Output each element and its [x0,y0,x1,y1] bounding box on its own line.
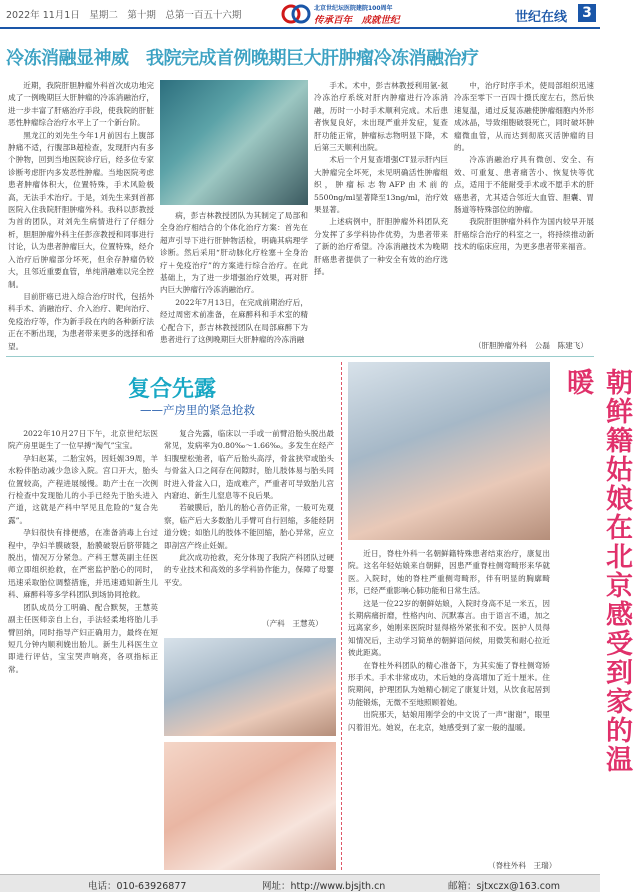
footer-email[interactable]: 邮箱：sjtxczx@163.com [448,881,561,892]
centennial-tag: 北京世纪坛医院建院100周年 [314,5,393,12]
footer-website[interactable]: 网址：http://www.bjsjth.cn [262,881,386,892]
baby-feet-photo [164,742,336,870]
paragraph: 出院那天，姑娘用刚学会的中文说了一声“谢谢”，眼里闪着泪光。她说，在北京，她感受到了家一般的温暖。 [348,710,550,732]
paragraph: 近日，脊柱外科一名朝鲜籍特殊患者结束治疗，康复出院。这名年轻姑娘来自朝鲜，因患严重脊柱侧弯畸形来华就医。入院时，她的脊柱严重侧弯畸形，伴有明显的胸廓畸形，已经严重影响心肺功能和日常生活。 [348,549,550,596]
paragraph: 冷冻消融治疗具有微创、安全、有效、可重复、患者痛苦小、恢复快等优点，适用于不能耐受手术或不愿手术的肝癌患者，尤其适合邻近大血管、胆囊、胃肠道等特殊部位的肿瘤。 [454,155,594,215]
article2-column-2 [164,428,334,614]
newborn-hand-photo [164,638,336,736]
issue-date-line: 2022年 11月1日 星期二 第十期 总第一百五十六期 [6,10,242,21]
article2-column-1 [8,428,158,868]
article3-column-1 [348,548,550,860]
paragraph: 复合先露，临床以一手或一前臂沿胎头脱出最常见，发病率为0.80‰～1.66‰。多发生在经产妇腹壁松弛者，临产后胎头高浮，骨盆狭窄或胎头与骨盆入口之间存在间隙时，胎儿肢体易与胎头同时进入骨盆入口，造成难产，严重者可导致胎儿宫内窘迫、新生儿窒息等不良后果。 [164,429,334,501]
column-divider [341,362,342,870]
paragraph: 若破膜后，胎儿的胎心音仍正常，一般可先观察，临产后大多数胎儿手臂可自行回缩，多能经阴道分娩；如胎儿的肢体不能回缩，胎心异常，应立即剖宫产终止妊娠。 [164,503,334,550]
paragraph: 孕妇赵某，二胎宝妈，因妊娠39周，羊水粉伴胎动减少急诊入院。宫口开大，胎头位置较高，产程进展缓慢。助产士在一次例行检查中发现胎儿的小手已经先于胎头进入产道，这就是产科中罕见且危险的“复合先露”。 [8,453,158,525]
paragraph: 黑龙江的刘先生今年1月前因右上腹部肿痛不适，行腹部B超检查，发现肝内有多个肿物，回到当地医院诊疗后，经多位专家诊断考虑肝内多发恶性肿瘤。当地医院考虑患者肿瘤体积大，位置特殊，手术风险极高，无法手术治疗。于是，刘先生来到首都医院入住我院肝胆肿瘤外科。我科以彭教授为首的团队，对刘先生病情进行了仔细分析，胆胆肿瘤外科主任彭彦教授和同事进行讨论，认为患者肿瘤巨大，位置特殊，经介入治疗后肿瘤部分坏死，但余存肿瘤仍较大，且邻近重要血管，单纯消融难以完全控制。 [8,130,154,289]
paragraph: 我院肝胆肿瘤外科作为国内较早开展肝癌综合治疗的科室之一，将持续推动新技术的临床应用，为更多患者带来福音。 [454,217,594,252]
page-number: 3 [578,4,596,22]
article1-column-1 [8,80,154,352]
paragraph: 在脊柱外科团队的精心准备下，为其实施了脊柱侧弯矫形手术。手术非常成功，术后她的身高增加了近十厘米。住院期间，护理团队为她精心制定了康复计划，从饮食起居到功能锻炼，无微不至地照顾着她。 [348,660,550,707]
section-name: 世纪在线 [515,10,568,25]
paragraph: 孕妇很快有排便感，在准备消毒上台过程中，孕妇羊膜破裂，胎膜破裂后脐带随之脱出，情况万分紧急。产科王慧英副主任医师立即组织抢救，在严密监护胎心的同时，迅速采取胎位调整措施，并迅速通知新生儿科、麻醉科等多学科团队到场协同抢救。 [8,528,158,600]
patient-photo [348,362,550,540]
paragraph: 目前肝癌已进入综合治疗时代，包括外科手术、消融治疗、介入治疗、靶向治疗、免疫治疗等，作为新手段在内的各种新疗法正在不断出现，为患者带来更多的选择和希望。 [8,291,154,351]
paragraph: 此次成功抢救，充分体现了我院产科团队过硬的专业技术和高效的多学科协作能力，保障了母婴平安。 [164,553,334,587]
surgery-photo [160,80,308,205]
paragraph: 近期，我院肝胆肿瘤外科首次成功地完成了一例晚期巨大肝肿瘤的冷冻消融治疗，进一步丰富了肝癌治疗手段，使我院的肝脏恶性肿瘤综合治疗水平上了一个新台阶。 [8,81,154,128]
paragraph: 手术。术中，彭吉林教授利用氩-氦冷冻治疗系统对肝内肿瘤进行冷冻消融，历时一小时手术顺利完成。术后患者恢复良好，未出现严重并发症，复查肝功能正常，肿瘤标志物明显下降，术后第三天顺利出院。 [314,81,448,153]
paragraph: 这是一位22岁的朝鲜姑娘，入院时身高不足一米五，因长期病痛折磨，性格内向、沉默寡言。由于语言不通，加之远离家乡，她刚来医院时显得格外紧张和不安。医护人员得知情况后，主动学习简单的朝鲜语问候，用微笑和耐心拉近彼此距离。 [348,598,550,658]
article1-column-3 [314,80,448,352]
article1-column-2 [160,210,308,352]
paragraph: 团队成员分工明确、配合默契，王慧英副主任医师亲自上台，手法轻柔地将胎儿手臂回纳，同时指导产妇正确用力，最终在短短几分钟内顺利娩出胎儿。新生儿科医生立即进行评估，宝宝哭声响亮，各项指标正常。 [8,602,158,674]
header-rule [0,27,600,29]
centennial-slogan: 传承百年 成就世纪 [314,15,400,26]
article3-byline: （脊柱外科 王瑞） [488,861,557,870]
article1-column-4 [454,80,594,338]
article3-title: 朝鲜籍姑娘在北京感受到家的温暖 [562,368,632,774]
article1-byline: （肝胆肿瘤外科 公磊 陈建飞） [474,341,588,350]
paragraph: 病，彭吉林教授团队为其制定了局部和全身治疗相结合的个体化治疗方案：首先在超声引导下进行肝肿物活检，明确其病理学诊断。然后采用“肝动脉化疗栓塞＋全身治疗＋免疫治疗”的方案进行综合治疗。在此基础上，为了进一步增强治疗效果，再对肝内巨大肿瘤行冷冻消融治疗。 [160,211,308,295]
section-divider [6,356,594,357]
hospital-logo [282,3,310,25]
paragraph: 中，治疗时序手术，使局部组织迅速冷冻至零下一百四十摄氏度左右，然后快速复温，通过反复冻融使肿瘤细胞内外形成冰晶，导致细胞破裂死亡，同时破坏肿瘤微血管，从而达到彻底灭活肿瘤的目的。 [454,81,594,153]
footer-phone: 电话：010-63926877 [88,881,187,892]
article2-byline: （产科 王慧英） [262,619,323,628]
page-footer [0,874,600,892]
paragraph: 2022年10月27日下午，北京世纪坛医院产房里诞生了一位早搏“淘气”宝宝。 [8,429,158,451]
paragraph: 上述病例中，肝胆肿瘤外科团队充分发挥了多学科协作优势，为患者带来了新的治疗希望。冷冻消融技术为晚期肝癌患者提供了一种安全有效的治疗选择。 [314,217,448,277]
main-headline: 冷冻消融显神威 我院完成首例晚期巨大肝肿瘤冷冻消融治疗 [6,48,479,69]
article2-subtitle: ——产房里的紧急抢救 [140,403,255,417]
article2-title: 复合先露 [128,377,217,402]
paragraph: 2022年7月13日，在完成前期治疗后，经过周密术前准备，在麻醉科和手术室的精心配合下，彭吉林教授团队在局部麻醉下为患者进行了这例晚期巨大肝肿瘤的冷冻消融 [160,297,308,345]
paragraph: 术后一个月复查增强CT显示肝内巨大肿瘤完全坏死，未见明确活性肿瘤组织，肿瘤标志物AFP由术前的5500ng/ml显著降至13ng/ml，治疗效果显著。 [314,155,448,215]
